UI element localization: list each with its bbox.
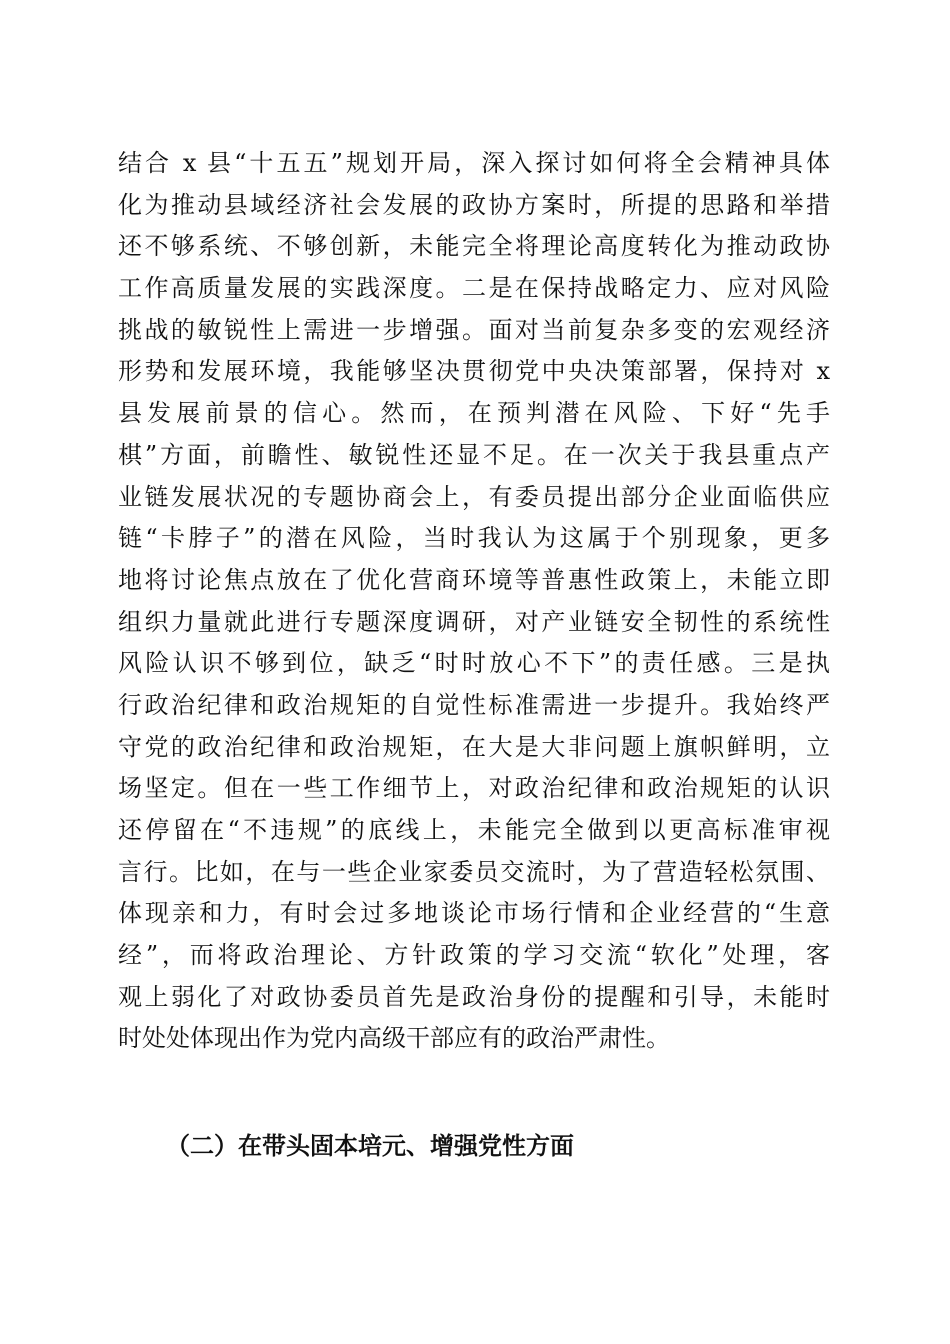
body-paragraph	[118, 143, 830, 1060]
paragraph-line: 体现亲和力，有时会过多地谈论市场行情和企业经营的“生意	[118, 899, 830, 928]
paragraph-line: 还不够系统、不够创新，未能完全将理论高度转化为推动政协	[118, 232, 830, 261]
paragraph-line: 守党的政治纪律和政治规矩，在大是大非问题上旗帜鲜明，立	[118, 732, 830, 761]
paragraph-line: 挑战的敏锐性上需进一步增强。面对当前复杂多变的宏观经济	[118, 315, 830, 344]
paragraph-line: 业链发展状况的专题协商会上，有委员提出部分企业面临供应	[118, 482, 830, 511]
paragraph-line: 棋”方面，前瞻性、敏锐性还显不足。在一次关于我县重点产	[118, 440, 830, 469]
paragraph-line: 还停留在“不违规”的底线上，未能完全做到以更高标准审视	[118, 816, 830, 844]
paragraph-line: 县发展前景的信心。然而，在预判潜在风险、下好“先手	[118, 399, 830, 428]
paragraph-line: 化为推动县域经济社会发展的政协方案时，所提的思路和举措	[118, 190, 830, 219]
paragraph-line: 形势和发展环境，我能够坚决贯彻党中央决策部署，保持对 x	[118, 357, 830, 386]
paragraph-line: 工作高质量发展的实践深度。二是在保持战略定力、应对风险	[118, 274, 830, 303]
paragraph-line: 结合 x 县“十五五”规划开局，深入探讨如何将全会精神具体	[118, 149, 830, 177]
paragraph-line: 言行。比如，在与一些企业家委员交流时，为了营造轻松氛围、	[118, 857, 830, 886]
paragraph-line: 经”，而将政治理论、方针政策的学习交流“软化”处理，客	[118, 941, 830, 970]
paragraph-line: 地将讨论焦点放在了优化营商环境等普惠性政策上，未能立即	[118, 565, 830, 594]
paragraph-line: 场坚定。但在一些工作细节上，对政治纪律和政治规矩的认识	[118, 774, 830, 803]
paragraph-line: 观上弱化了对政协委员首先是政治身份的提醒和引导，未能时	[118, 982, 830, 1011]
paragraph-line: 行政治纪律和政治规矩的自觉性标准需进一步提升。我始终严	[118, 690, 830, 719]
paragraph-line: 链“卡脖子”的潜在风险，当时我认为这属于个别现象，更多	[118, 524, 830, 553]
paragraph-line: 风险认识不够到位，缺乏“时时放心不下”的责任感。三是执	[118, 649, 830, 678]
section-heading: （二）在带头固本培元、增强党性方面	[166, 1131, 574, 1160]
paragraph-line: 时处处体现出作为党内高级干部应有的政治严肃性。	[118, 1024, 670, 1053]
paragraph-line: 组织力量就此进行专题深度调研，对产业链安全韧性的系统性	[118, 607, 830, 636]
